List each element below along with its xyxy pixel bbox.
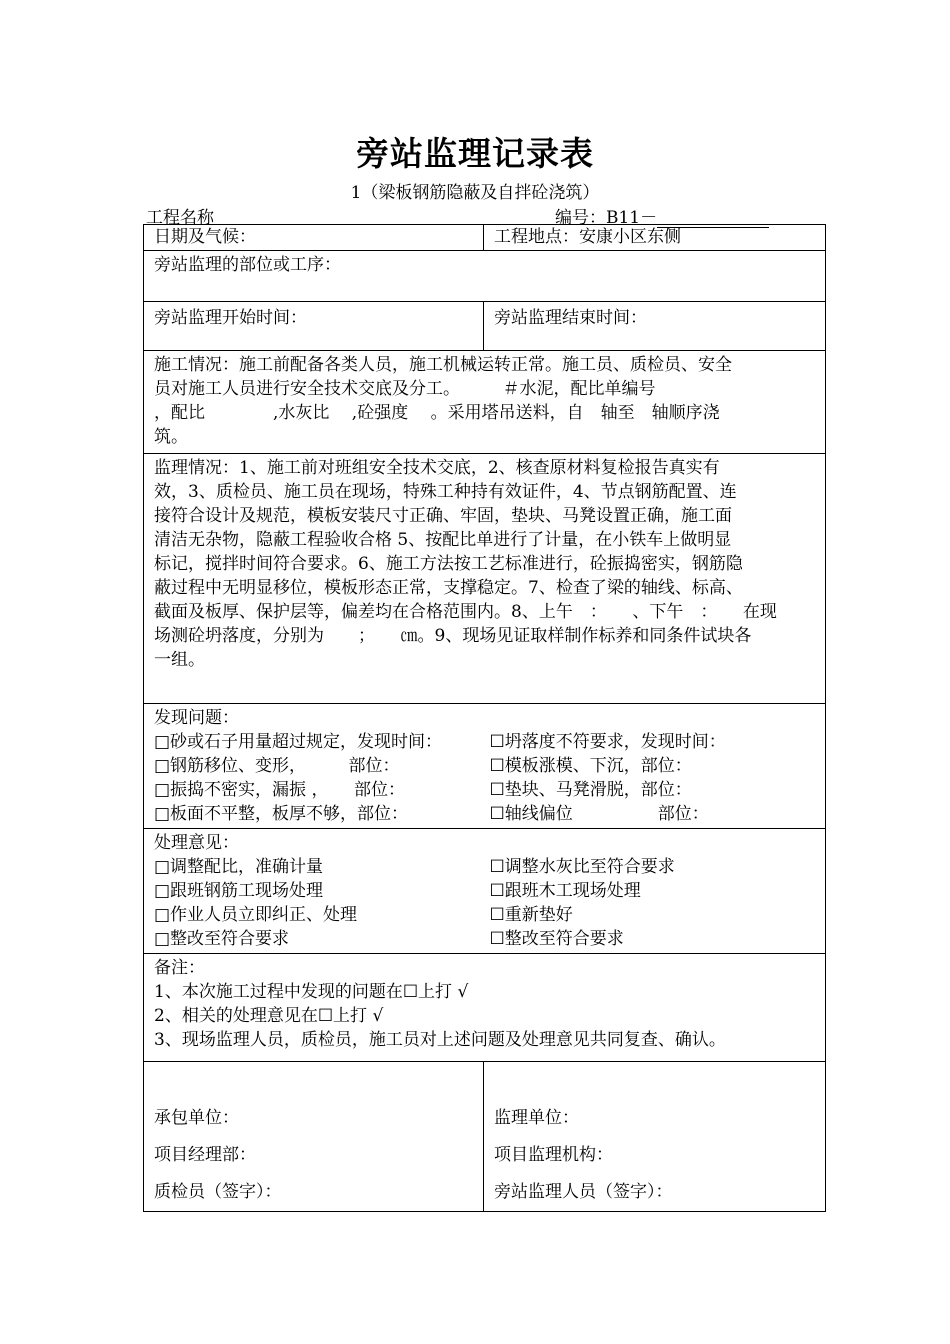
remarks-line: 1、本次施工过程中发现的问题在☐上打 √ xyxy=(154,982,469,1002)
handling-checkbox-item[interactable]: □跟班钢筋工现场处理 xyxy=(154,881,324,901)
end-time-cell[interactable] xyxy=(484,302,826,351)
handling-checkbox-item[interactable]: ☐调整水灰比至符合要求 xyxy=(489,857,675,877)
contractor-unit-label: 承包单位： xyxy=(154,1108,239,1128)
supervisor-signature-cell[interactable] xyxy=(484,1062,826,1212)
quality-inspector-signature-label: 质检员（签字）： xyxy=(154,1182,282,1202)
supervision-line: 接符合设计及规范，模板安装尺寸正确、牢固，垫块、马凳设置正确，施工面 xyxy=(154,506,732,526)
problem-checkbox-item[interactable]: ☐轴线偏位 部位： xyxy=(489,804,709,824)
start-time-cell[interactable] xyxy=(144,302,484,351)
problem-checkbox-item[interactable]: □钢筋移位、变形， 部位： xyxy=(154,756,400,776)
supervision-line: 标记，搅拌时间符合要求。6、施工方法按工艺标准进行，砼振捣密实，钢筋隐 xyxy=(154,554,743,574)
handling-checkbox-item[interactable]: □作业人员立即纠正、处理 xyxy=(154,905,358,925)
remarks-line: 3、现场监理人员，质检员，施工员对上述问题及处理意见共同复查、确认。 xyxy=(154,1030,726,1050)
supervision-line: 一组。 xyxy=(154,650,205,670)
problem-checkbox-item[interactable]: □板面不平整，板厚不够，部位： xyxy=(154,804,409,824)
supervision-unit-label: 监理单位： xyxy=(494,1108,579,1128)
start-time-label: 旁站监理开始时间： xyxy=(154,308,307,328)
problem-checkbox-item[interactable]: ☐模板涨模、下沉，部位： xyxy=(489,756,692,776)
handling-checkbox-item[interactable]: □调整配比，准确计量 xyxy=(154,857,324,877)
problems-cell xyxy=(144,704,826,829)
handling-checkbox-item[interactable]: ☐重新垫好 xyxy=(489,905,573,925)
problem-checkbox-item[interactable]: □砂或石子用量超过规定，发现时间： xyxy=(154,732,443,752)
construction-line-3: ，配比 ,水灰比 ,砼强度 。采用塔吊送料，自 轴至 轴顺序浇 xyxy=(154,403,720,423)
handling-checkbox-item[interactable]: ☐整改至符合要求 xyxy=(489,929,624,949)
problem-checkbox-item[interactable]: ☐坍落度不符要求，发现时间： xyxy=(489,732,726,752)
remarks-line: 2、相关的处理意见在☐上打 √ xyxy=(154,1006,384,1026)
supervision-line: 场测砼坍落度，分别为 ； ㎝。9、现场见证取样制作标养和同条件试块各 xyxy=(154,626,752,646)
project-manager-dept-label: 项目经理部： xyxy=(154,1145,256,1165)
project-name-label: 工程名称 xyxy=(146,208,214,228)
handling-label: 处理意见： xyxy=(154,833,239,853)
problem-checkbox-item[interactable]: □振捣不密实，漏振 ， 部位： xyxy=(154,780,405,800)
supervision-line: 效，3、质检员、施工员在现场，特殊工种持有效证件，4、节点钢筋配置、连 xyxy=(154,482,737,502)
code-label: 编号：B11－ xyxy=(555,208,658,228)
supervision-situation-cell[interactable] xyxy=(144,454,826,704)
project-supervision-org-label: 项目监理机构： xyxy=(494,1145,613,1165)
handling-checkbox-item[interactable]: ☐跟班木工现场处理 xyxy=(489,881,641,901)
document-title: 旁站监理记录表 xyxy=(356,134,594,173)
date-weather-label: 日期及气候： xyxy=(154,227,256,247)
date-weather-cell[interactable] xyxy=(144,225,484,251)
construction-line-2: 员对施工人员进行安全技术交底及分工。 ＃水泥，配比单编号 xyxy=(154,379,656,399)
supervision-line: 清洁无杂物，隐蔽工程验收合格 5、按配比单进行了计量，在小铁车上做明显 xyxy=(154,530,732,550)
record-form-table xyxy=(143,224,826,1212)
handling-checkbox-item[interactable]: □整改至符合要求 xyxy=(154,929,290,949)
remarks-cell xyxy=(144,954,826,1062)
location-label: 工程地点：安康小区东侧 xyxy=(494,227,681,247)
remarks-label: 备注： xyxy=(154,958,205,978)
supervision-line: 蔽过程中无明显移位，模板形态正常，支撑稳定。7、检查了梁的轴线、标高、 xyxy=(154,578,743,598)
document-subtitle: 1（梁板钢筋隐蔽及自拌砼浇筑） xyxy=(350,183,600,203)
contractor-signature-cell[interactable] xyxy=(144,1062,484,1212)
construction-line-1: 施工情况：施工前配备各类人员，施工机械运转正常。施工员、质检员、安全 xyxy=(154,355,732,375)
supervision-line: 截面及板厚、保护层等，偏差均在合格范围内。8、上午 ： 、下午 ： 在现 xyxy=(154,602,777,622)
position-label: 旁站监理的部位或工序： xyxy=(154,255,341,275)
construction-situation-cell[interactable] xyxy=(144,351,826,454)
supervision-line: 监理情况：1、施工前对班组安全技术交底，2、核查原材料复检报告真实有 xyxy=(154,458,720,478)
problem-checkbox-item[interactable]: ☐垫块、马凳滑脱，部位： xyxy=(489,780,692,800)
problems-label: 发现问题： xyxy=(154,708,239,728)
construction-line-4: 筑。 xyxy=(154,427,188,447)
location-cell[interactable] xyxy=(484,225,826,251)
position-cell[interactable] xyxy=(144,251,826,302)
handling-opinion-cell xyxy=(144,829,826,954)
end-time-label: 旁站监理结束时间： xyxy=(494,308,647,328)
site-supervisor-signature-label: 旁站监理人员（签字）： xyxy=(494,1182,673,1202)
